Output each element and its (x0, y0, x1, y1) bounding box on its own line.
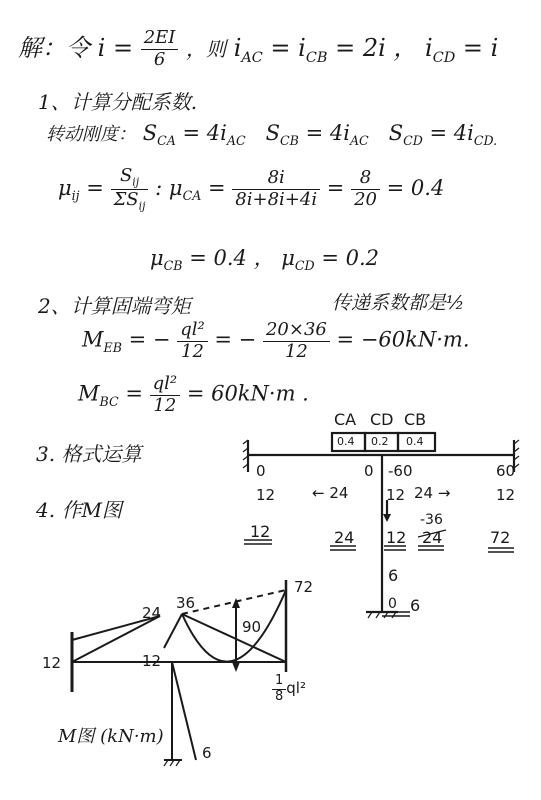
step4-title: 4. 作M图 (36, 498, 122, 522)
fem-right-end: 60 (496, 462, 516, 480)
final-right: 72 (490, 528, 511, 547)
dist-ca: ← 24 (312, 484, 349, 502)
step1-title: 1、计算分配系数. (38, 90, 198, 114)
m-eb-line: $M_{EB}$ = − $\frac{\text{ql²}}{12}$ = − $\frac{20\times 36}{12}$ = −60kN·m. (82, 319, 470, 362)
m-bc-line: $M_{BC}$ = $\frac{\text{ql²}}{12}$ = 60kN·m . (78, 373, 309, 416)
factor-cd: 0.2 (371, 435, 389, 448)
step2-title: 2、计算固端弯矩 (38, 294, 191, 318)
factor-ca: 0.4 (337, 435, 355, 448)
fem-c-right: -60 (388, 462, 413, 480)
md-6: 6 (202, 744, 212, 762)
intro-line: 解：令 i = $\frac{2EI}{6}$ ，则 $i_{AC} = i_{CB} = 2i$ ， $i_{CD} = i$ (18, 27, 499, 70)
carry-over-note: 传递系数都是½ (332, 292, 465, 314)
final-cb: 24 (422, 528, 443, 547)
md-12-left: 12 (42, 654, 62, 672)
mu-results-line: $\mu_{CB} = 0.4$ ， $\mu_{CD} = 0.2$ (150, 246, 380, 274)
fem-cb-neg36: -36 (420, 512, 443, 528)
final-left: 12 (250, 522, 271, 541)
mu-formula-line: $\mu_{ij}$ = $\frac{S_{ij}}{\Sigma S_{ij}}$ : $\mu_{CA}$ = $\frac{8i}{8i+8i+4i}$ = $\frac{8}{20}$ = 0.4 (58, 165, 445, 213)
co-right: 12 (496, 486, 516, 504)
dist-cd: 12 (386, 486, 406, 504)
factor-cb: 0.4 (406, 435, 424, 448)
fem-c-left: 0 (364, 462, 374, 480)
md-24: 24 (142, 604, 162, 622)
md-72: 72 (294, 578, 314, 596)
md-ql-frac: $\frac{1}{8}$ ql² (272, 674, 306, 705)
intro-label: 解：令 (18, 34, 90, 62)
step3-title: 3. 格式运算 (36, 442, 142, 466)
col-co-6: 6 (388, 566, 399, 585)
co-left: 12 (256, 486, 276, 504)
i-symbol: i = (97, 34, 134, 62)
header-cb: CB (404, 410, 427, 429)
fem-left-end: 0 (256, 462, 266, 480)
col-final-6: 6 (410, 596, 421, 615)
final-ca: 24 (334, 528, 355, 547)
i-fraction: $\frac{2EI}{6}$ (141, 28, 179, 70)
header-ca: CA (334, 410, 357, 429)
header-cd: CD (370, 410, 394, 429)
m-diagram-caption: M图 (kN·m) (58, 726, 164, 747)
stiffness-line: 转动刚度： $S_{CA} = 4i_{AC}$ $S_{CB} = 4i_{AC}$ $S_{CD} = 4i_{CD.}$ (46, 121, 498, 149)
md-90: 90 (242, 618, 262, 636)
md-36: 36 (176, 594, 196, 612)
md-12-mid: 12 (142, 652, 162, 670)
final-cd: 12 (386, 528, 407, 547)
dist-cb: 24 → (414, 484, 451, 502)
col-0: 0 (388, 596, 397, 612)
